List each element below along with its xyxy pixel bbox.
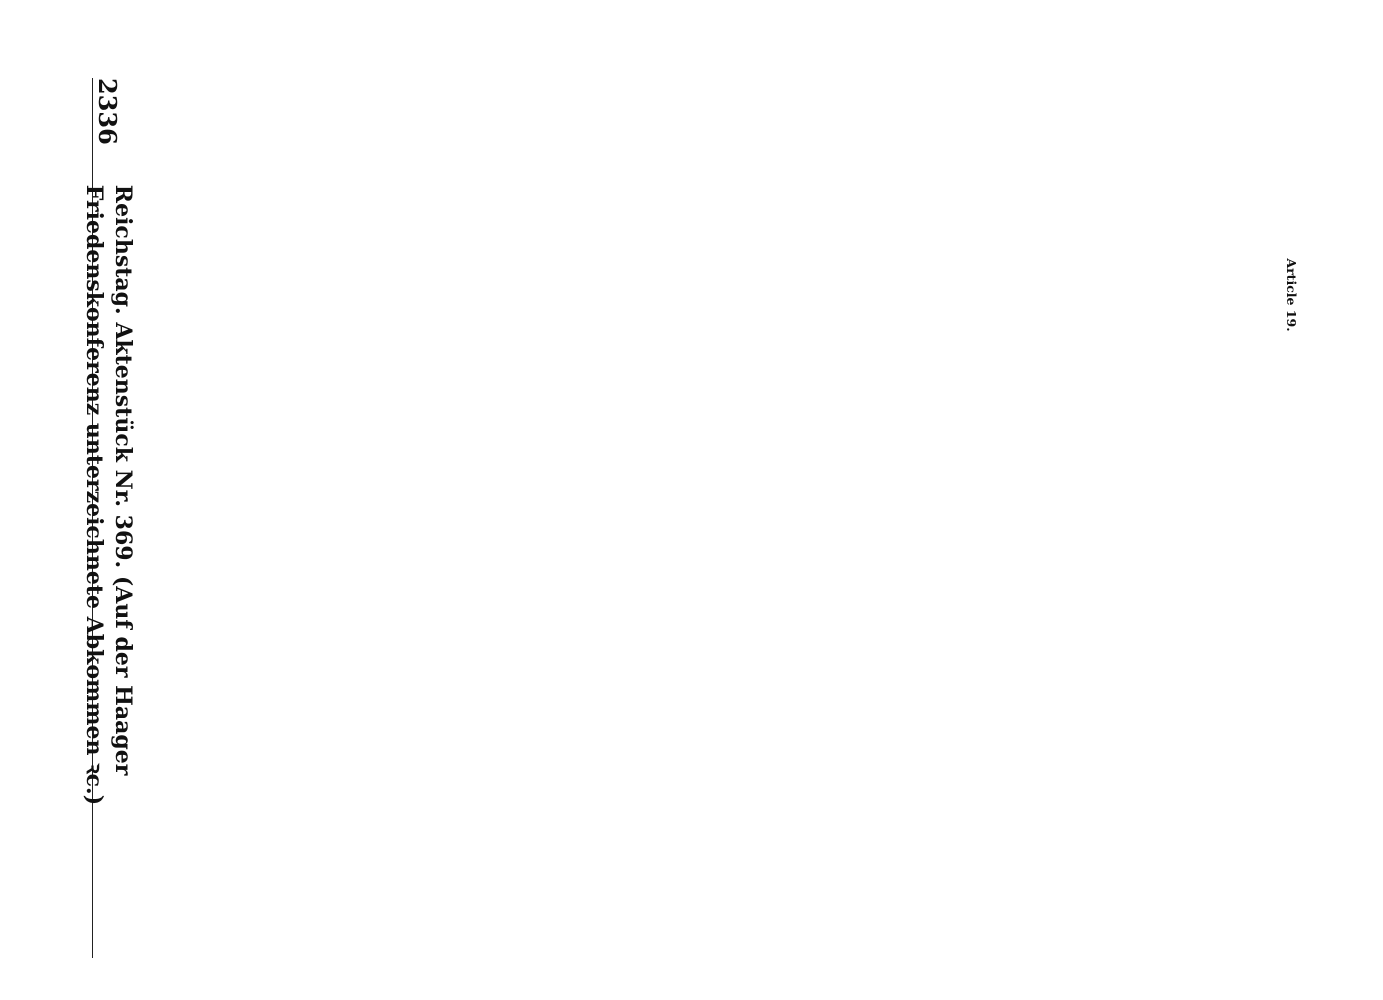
page-header <box>81 78 136 958</box>
page-number: 2336 <box>93 78 123 145</box>
french-column <box>1281 80 1303 510</box>
page-title: Reichstag. Aktenstück Nr. 369. (Auf der Haager Friedenskonferenz unterzeichnete Abkommen ꝛc.) <box>81 184 136 806</box>
french-article-19-heading: Article 19. <box>1284 258 1299 332</box>
